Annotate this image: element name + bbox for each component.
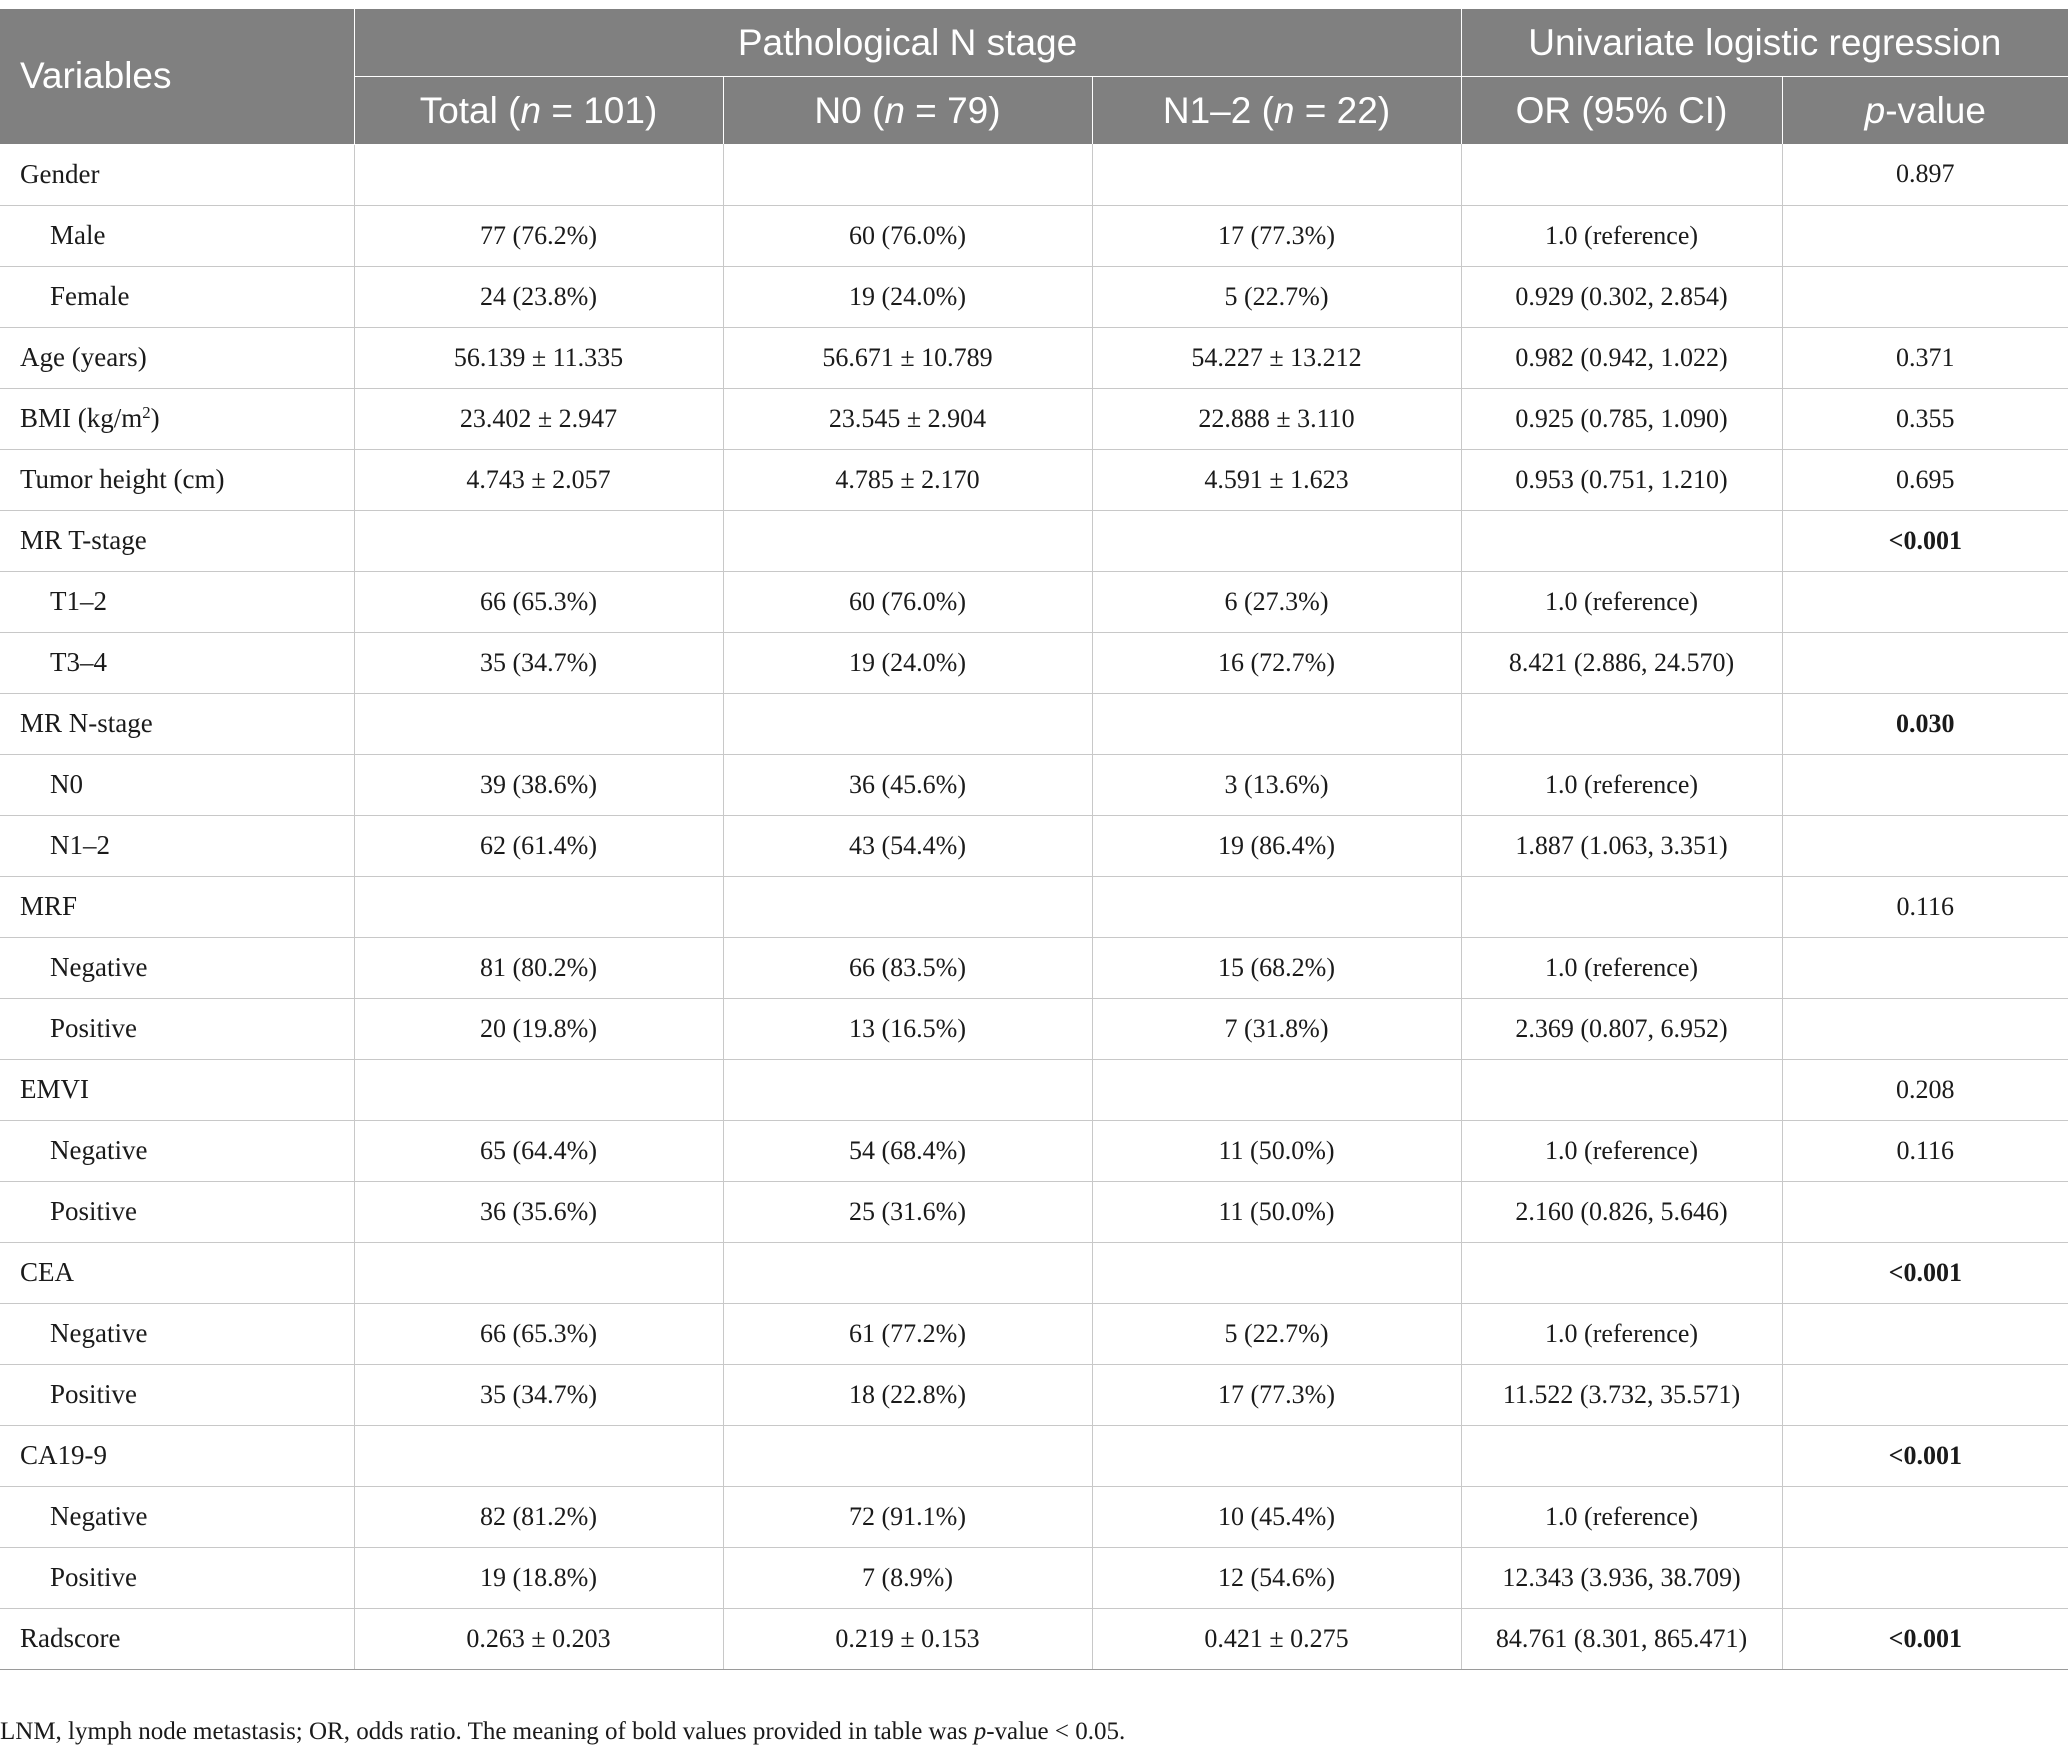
- cell-n1-2: 3 (13.6%): [1092, 754, 1461, 815]
- cell-total: 62 (61.4%): [354, 815, 723, 876]
- cell-total: 23.402 ± 2.947: [354, 388, 723, 449]
- cell-p-value: 0.695: [1782, 449, 2068, 510]
- cell-or-ci: 12.343 (3.936, 38.709): [1461, 1547, 1782, 1608]
- cell-variable: Radscore: [0, 1608, 354, 1669]
- table-row: [0, 1608, 2068, 1669]
- cell-p-value: [1782, 1547, 2068, 1608]
- cell-total: 0.263 ± 0.203: [354, 1608, 723, 1669]
- cell-variable: Age (years): [0, 327, 354, 388]
- cell-variable: Male: [0, 205, 354, 266]
- cell-n0: 7 (8.9%): [723, 1547, 1092, 1608]
- cell-or-ci: [1461, 510, 1782, 571]
- header-n0: N0 (n = 79): [723, 77, 1092, 145]
- table-row: [0, 1303, 2068, 1364]
- cell-n1-2: 10 (45.4%): [1092, 1486, 1461, 1547]
- header-n1-2: N1–2 (n = 22): [1092, 77, 1461, 145]
- cell-total: [354, 144, 723, 205]
- cell-or-ci: 2.160 (0.826, 5.646): [1461, 1181, 1782, 1242]
- header-pathological-n-stage: Pathological N stage: [354, 9, 1461, 77]
- cell-n1-2: 4.591 ± 1.623: [1092, 449, 1461, 510]
- cell-p-value: [1782, 266, 2068, 327]
- cell-variable: CA19-9: [0, 1425, 354, 1486]
- table-row: [0, 510, 2068, 571]
- cell-or-ci: 0.925 (0.785, 1.090): [1461, 388, 1782, 449]
- table-row: [0, 815, 2068, 876]
- table-row: [0, 1059, 2068, 1120]
- header-or-ci: OR (95% CI): [1461, 77, 1782, 145]
- cell-or-ci: 1.0 (reference): [1461, 1120, 1782, 1181]
- cell-variable: T1–2: [0, 571, 354, 632]
- cell-variable: Positive: [0, 1181, 354, 1242]
- cell-n1-2: 19 (86.4%): [1092, 815, 1461, 876]
- cell-or-ci: 84.761 (8.301, 865.471): [1461, 1608, 1782, 1669]
- table-row: [0, 1120, 2068, 1181]
- cell-n1-2: 11 (50.0%): [1092, 1120, 1461, 1181]
- cell-n0: 0.219 ± 0.153: [723, 1608, 1092, 1669]
- table-row: [0, 1547, 2068, 1608]
- cell-or-ci: 1.0 (reference): [1461, 1486, 1782, 1547]
- header-variables: Variables: [0, 9, 354, 144]
- cell-total: 82 (81.2%): [354, 1486, 723, 1547]
- cell-n0: 23.545 ± 2.904: [723, 388, 1092, 449]
- cell-n0: [723, 693, 1092, 754]
- cell-or-ci: [1461, 1242, 1782, 1303]
- cell-or-ci: [1461, 1425, 1782, 1486]
- cell-p-value: 0.355: [1782, 388, 2068, 449]
- cell-or-ci: [1461, 144, 1782, 205]
- cell-variable: N0: [0, 754, 354, 815]
- table-row: [0, 449, 2068, 510]
- cell-total: [354, 1425, 723, 1486]
- cell-n0: [723, 1059, 1092, 1120]
- table-row: [0, 266, 2068, 327]
- cell-or-ci: 1.0 (reference): [1461, 1303, 1782, 1364]
- cell-p-value: [1782, 571, 2068, 632]
- cell-or-ci: 0.953 (0.751, 1.210): [1461, 449, 1782, 510]
- cell-p-value: 0.208: [1782, 1059, 2068, 1120]
- cell-p-value: [1782, 1181, 2068, 1242]
- cell-variable: Negative: [0, 1486, 354, 1547]
- cell-n1-2: [1092, 1242, 1461, 1303]
- cell-n0: 36 (45.6%): [723, 754, 1092, 815]
- results-table: [0, 9, 2068, 1670]
- cell-variable: Positive: [0, 1547, 354, 1608]
- cell-n1-2: [1092, 1059, 1461, 1120]
- cell-n0: 72 (91.1%): [723, 1486, 1092, 1547]
- cell-n0: 13 (16.5%): [723, 998, 1092, 1059]
- cell-total: 77 (76.2%): [354, 205, 723, 266]
- table-footnote: LNM, lymph node metastasis; OR, odds ratio. The meaning of bold values provided in table was p-value < 0.05.: [0, 1718, 1126, 1745]
- cell-p-value: [1782, 815, 2068, 876]
- cell-or-ci: 11.522 (3.732, 35.571): [1461, 1364, 1782, 1425]
- cell-variable: MR N-stage: [0, 693, 354, 754]
- cell-n1-2: 6 (27.3%): [1092, 571, 1461, 632]
- cell-total: 66 (65.3%): [354, 571, 723, 632]
- cell-n1-2: 22.888 ± 3.110: [1092, 388, 1461, 449]
- table-row: [0, 144, 2068, 205]
- cell-n1-2: [1092, 876, 1461, 937]
- cell-variable: Negative: [0, 937, 354, 998]
- table-header: [0, 9, 2068, 144]
- table-container: [0, 9, 2068, 1670]
- table-row: [0, 388, 2068, 449]
- cell-or-ci: 1.0 (reference): [1461, 937, 1782, 998]
- cell-p-value: <0.001: [1782, 510, 2068, 571]
- cell-n0: 60 (76.0%): [723, 205, 1092, 266]
- table-row: [0, 1364, 2068, 1425]
- cell-p-value: <0.001: [1782, 1608, 2068, 1669]
- cell-total: 4.743 ± 2.057: [354, 449, 723, 510]
- cell-p-value: [1782, 1486, 2068, 1547]
- cell-p-value: 0.371: [1782, 327, 2068, 388]
- cell-n1-2: [1092, 693, 1461, 754]
- cell-variable: Positive: [0, 998, 354, 1059]
- table-row: [0, 937, 2068, 998]
- cell-variable: MRF: [0, 876, 354, 937]
- cell-p-value: <0.001: [1782, 1242, 2068, 1303]
- cell-n0: 19 (24.0%): [723, 632, 1092, 693]
- cell-or-ci: [1461, 876, 1782, 937]
- cell-total: 24 (23.8%): [354, 266, 723, 327]
- cell-p-value: [1782, 632, 2068, 693]
- cell-n1-2: 7 (31.8%): [1092, 998, 1461, 1059]
- cell-p-value: [1782, 1303, 2068, 1364]
- cell-n1-2: 54.227 ± 13.212: [1092, 327, 1461, 388]
- table-row: [0, 205, 2068, 266]
- cell-n1-2: 15 (68.2%): [1092, 937, 1461, 998]
- cell-n1-2: 0.421 ± 0.275: [1092, 1608, 1461, 1669]
- table-row: [0, 571, 2068, 632]
- header-row-1: [0, 9, 2068, 77]
- cell-n1-2: 5 (22.7%): [1092, 266, 1461, 327]
- cell-variable: BMI $(kg/m^2)$: [0, 388, 354, 449]
- table-row: [0, 1242, 2068, 1303]
- cell-n0: [723, 144, 1092, 205]
- cell-n1-2: [1092, 144, 1461, 205]
- cell-p-value: 0.116: [1782, 876, 2068, 937]
- cell-total: 65 (64.4%): [354, 1120, 723, 1181]
- table-body: [0, 144, 2068, 1669]
- cell-n1-2: 17 (77.3%): [1092, 1364, 1461, 1425]
- cell-p-value: [1782, 205, 2068, 266]
- cell-n0: 60 (76.0%): [723, 571, 1092, 632]
- cell-variable: Negative: [0, 1120, 354, 1181]
- cell-total: 66 (65.3%): [354, 1303, 723, 1364]
- cell-p-value: [1782, 1364, 2068, 1425]
- cell-total: [354, 510, 723, 571]
- cell-variable: Female: [0, 266, 354, 327]
- table-row: [0, 1486, 2068, 1547]
- cell-or-ci: 1.887 (1.063, 3.351): [1461, 815, 1782, 876]
- table-row: [0, 693, 2068, 754]
- cell-total: [354, 876, 723, 937]
- cell-total: 35 (34.7%): [354, 1364, 723, 1425]
- cell-or-ci: 1.0 (reference): [1461, 571, 1782, 632]
- cell-variable: Negative: [0, 1303, 354, 1364]
- cell-p-value: 0.030: [1782, 693, 2068, 754]
- cell-n0: [723, 1242, 1092, 1303]
- cell-variable: Tumor height (cm): [0, 449, 354, 510]
- cell-variable: EMVI: [0, 1059, 354, 1120]
- cell-or-ci: 1.0 (reference): [1461, 754, 1782, 815]
- cell-variable: CEA: [0, 1242, 354, 1303]
- cell-total: [354, 693, 723, 754]
- cell-n1-2: 17 (77.3%): [1092, 205, 1461, 266]
- cell-n1-2: 12 (54.6%): [1092, 1547, 1461, 1608]
- cell-n1-2: [1092, 510, 1461, 571]
- cell-p-value: [1782, 937, 2068, 998]
- header-univariate-regression: Univariate logistic regression: [1461, 9, 2068, 77]
- cell-n0: 25 (31.6%): [723, 1181, 1092, 1242]
- table-row: [0, 754, 2068, 815]
- cell-total: 39 (38.6%): [354, 754, 723, 815]
- cell-n0: 43 (54.4%): [723, 815, 1092, 876]
- cell-total: 19 (18.8%): [354, 1547, 723, 1608]
- cell-total: 35 (34.7%): [354, 632, 723, 693]
- cell-n0: 56.671 ± 10.789: [723, 327, 1092, 388]
- header-p-value: p-value: [1782, 77, 2068, 145]
- cell-n1-2: 16 (72.7%): [1092, 632, 1461, 693]
- cell-n0: 66 (83.5%): [723, 937, 1092, 998]
- cell-or-ci: 0.982 (0.942, 1.022): [1461, 327, 1782, 388]
- cell-p-value: [1782, 998, 2068, 1059]
- cell-or-ci: [1461, 693, 1782, 754]
- cell-n1-2: 5 (22.7%): [1092, 1303, 1461, 1364]
- table-row: [0, 876, 2068, 937]
- cell-total: 81 (80.2%): [354, 937, 723, 998]
- cell-total: [354, 1242, 723, 1303]
- cell-n0: 61 (77.2%): [723, 1303, 1092, 1364]
- cell-total: [354, 1059, 723, 1120]
- cell-total: 56.139 ± 11.335: [354, 327, 723, 388]
- cell-p-value: <0.001: [1782, 1425, 2068, 1486]
- cell-or-ci: 8.421 (2.886, 24.570): [1461, 632, 1782, 693]
- table-row: [0, 327, 2068, 388]
- table-row: [0, 1181, 2068, 1242]
- cell-n0: 54 (68.4%): [723, 1120, 1092, 1181]
- cell-n0: 18 (22.8%): [723, 1364, 1092, 1425]
- table-row: [0, 1425, 2068, 1486]
- cell-n0: [723, 510, 1092, 571]
- cell-variable: N1–2: [0, 815, 354, 876]
- cell-n1-2: [1092, 1425, 1461, 1486]
- cell-p-value: 0.897: [1782, 144, 2068, 205]
- cell-p-value: [1782, 754, 2068, 815]
- cell-or-ci: [1461, 1059, 1782, 1120]
- cell-total: 36 (35.6%): [354, 1181, 723, 1242]
- cell-or-ci: 2.369 (0.807, 6.952): [1461, 998, 1782, 1059]
- cell-variable: MR T-stage: [0, 510, 354, 571]
- cell-or-ci: 0.929 (0.302, 2.854): [1461, 266, 1782, 327]
- cell-n1-2: 11 (50.0%): [1092, 1181, 1461, 1242]
- cell-p-value: 0.116: [1782, 1120, 2068, 1181]
- cell-or-ci: 1.0 (reference): [1461, 205, 1782, 266]
- table-row: [0, 632, 2068, 693]
- cell-n0: [723, 1425, 1092, 1486]
- cell-variable: Gender: [0, 144, 354, 205]
- header-total: Total (n = 101): [354, 77, 723, 145]
- cell-n0: 4.785 ± 2.170: [723, 449, 1092, 510]
- table-row: [0, 998, 2068, 1059]
- cell-variable: Positive: [0, 1364, 354, 1425]
- cell-total: 20 (19.8%): [354, 998, 723, 1059]
- cell-n0: 19 (24.0%): [723, 266, 1092, 327]
- cell-variable: T3–4: [0, 632, 354, 693]
- cell-n0: [723, 876, 1092, 937]
